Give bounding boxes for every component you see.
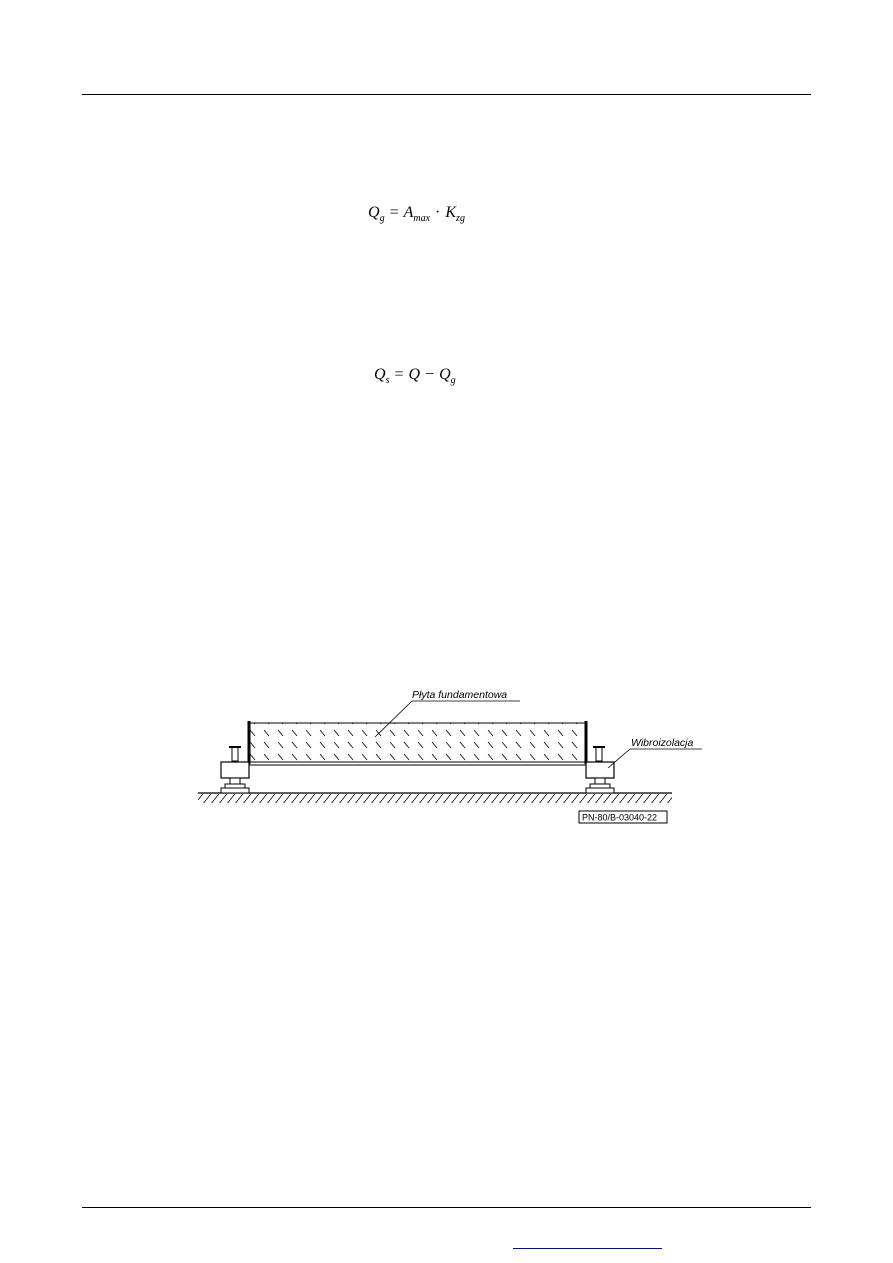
isolator-label: Wibroizolacja (631, 737, 694, 749)
foundation-plate (249, 721, 586, 765)
footer-link[interactable] (513, 1237, 662, 1249)
standard-ref: PN-80/B-03040-22 (582, 812, 658, 823)
foundation-plate-diagram (190, 680, 694, 830)
isolator-label-leader (608, 749, 702, 768)
ground-surface (198, 793, 672, 803)
footer-rule (82, 1207, 811, 1208)
vibration-isolator-left (221, 746, 249, 793)
equation-gravity-load: $Q_g = A_{max} \cdot K_{zg}$ (368, 204, 465, 224)
header-rule (82, 94, 811, 95)
equation-static-load: $Q_s = Q - Q_g$ (374, 366, 456, 386)
vibration-isolator-right (586, 746, 614, 793)
plate-label: Płyta fundamentowa (412, 689, 508, 701)
